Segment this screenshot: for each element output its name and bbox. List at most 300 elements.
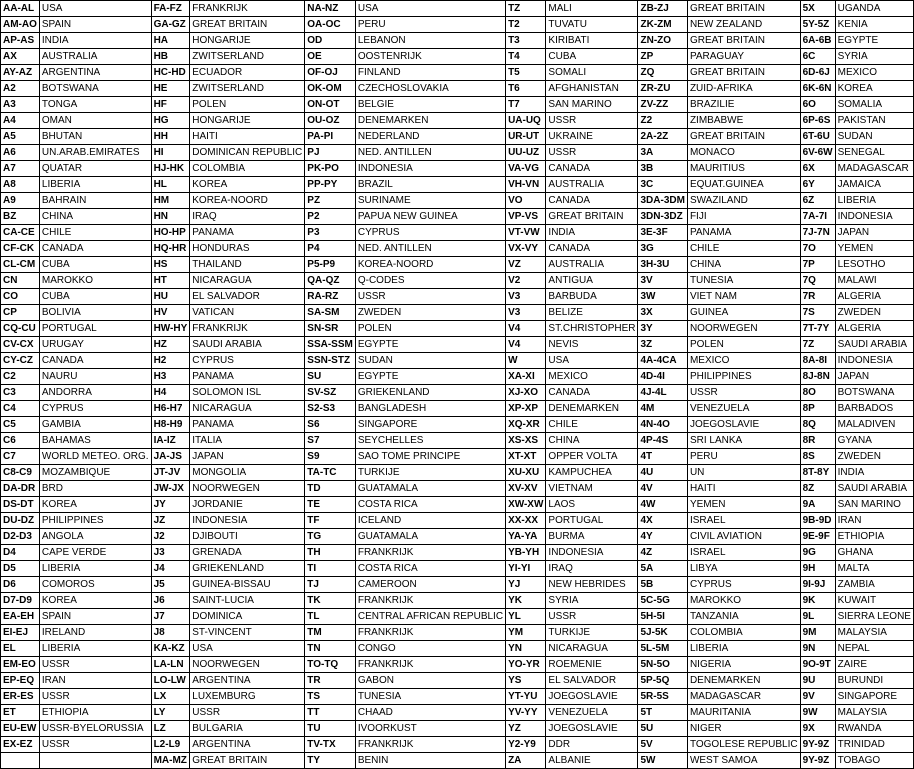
country-name-cell: ALGERIA	[835, 289, 913, 305]
country-name-cell: EL SALVADOR	[546, 673, 638, 689]
country-name-cell: RWANDA	[835, 721, 913, 737]
prefix-code-cell: Y2-Y9	[506, 737, 546, 753]
prefix-code-cell: XP-XP	[506, 401, 546, 417]
prefix-code-cell: HO-HP	[151, 225, 190, 241]
prefix-code-cell: EL	[1, 641, 40, 657]
country-name-cell: AUSTRALIA	[546, 177, 638, 193]
country-name-cell: MALAYSIA	[835, 705, 913, 721]
country-name-cell: FINLAND	[355, 65, 505, 81]
prefix-code-cell: UA-UQ	[506, 113, 546, 129]
country-name-cell: NEW HEBRIDES	[546, 577, 638, 593]
prefix-code-cell: SU	[305, 369, 356, 385]
country-name-cell: SUDAN	[835, 129, 913, 145]
table-row	[1, 673, 914, 689]
country-name-cell: GRIEKENLAND	[190, 561, 305, 577]
prefix-code-cell: HV	[151, 305, 190, 321]
country-name-cell: GUINEA	[687, 305, 800, 321]
table-row	[1, 625, 914, 641]
country-name-cell: USSR	[546, 113, 638, 129]
prefix-code-cell: 8R	[800, 433, 835, 449]
prefix-code-cell: 9G	[800, 545, 835, 561]
prefix-code-cell: YL	[506, 609, 546, 625]
prefix-code-cell: 8A-8I	[800, 353, 835, 369]
prefix-code-cell: HG	[151, 113, 190, 129]
country-name-cell: MALADIVEN	[835, 417, 913, 433]
country-name-cell: GRIEKENLAND	[355, 385, 505, 401]
country-name-cell: COSTA RICA	[355, 561, 505, 577]
table-row	[1, 705, 914, 721]
prefix-code-cell: 8O	[800, 385, 835, 401]
country-name-cell: TANZANIA	[687, 609, 800, 625]
country-name-cell: GUATAMALA	[355, 481, 505, 497]
country-name-cell: FRANKRIJK	[190, 321, 305, 337]
country-name-cell: POLEN	[355, 321, 505, 337]
prefix-code-cell: 6Y	[800, 177, 835, 193]
table-row	[1, 353, 914, 369]
prefix-code-cell: EP-EQ	[1, 673, 40, 689]
table-row	[1, 481, 914, 497]
country-name-cell: KOREA	[835, 81, 913, 97]
prefix-code-cell: XT-XT	[506, 449, 546, 465]
country-name-cell: JOEGOSLAVIE	[687, 417, 800, 433]
prefix-code-cell: VZ	[506, 257, 546, 273]
country-name-cell: DENEMARKEN	[546, 401, 638, 417]
prefix-code-cell: J8	[151, 625, 190, 641]
prefix-code-cell: 9O-9T	[800, 657, 835, 673]
country-name-cell: LIBYA	[687, 561, 800, 577]
country-name-cell: LIBERIA	[39, 561, 151, 577]
prefix-code-cell: 3E-3F	[638, 225, 687, 241]
country-name-cell: HAITI	[190, 129, 305, 145]
table-row	[1, 33, 914, 49]
prefix-code-cell: 9L	[800, 609, 835, 625]
prefix-code-cell: L2-L9	[151, 737, 190, 753]
country-name-cell: PERU	[687, 449, 800, 465]
prefix-code-cell: J6	[151, 593, 190, 609]
country-name-cell: ARGENTINA	[190, 673, 305, 689]
country-name-cell: POLEN	[190, 97, 305, 113]
country-name-cell: ALBANIE	[546, 753, 638, 769]
country-name-cell: BRAZIL	[355, 177, 505, 193]
prefix-code-cell: AP-AS	[1, 33, 40, 49]
prefix-code-cell: H3	[151, 369, 190, 385]
country-name-cell: GREAT BRITAIN	[190, 17, 305, 33]
prefix-code-cell: YN	[506, 641, 546, 657]
country-name-cell: GREAT BRITAIN	[687, 65, 800, 81]
prefix-code-cell: T6	[506, 81, 546, 97]
country-name-cell: EGYPTE	[355, 369, 505, 385]
prefix-code-cell: CP	[1, 305, 40, 321]
prefix-code-cell: HQ-HR	[151, 241, 190, 257]
country-name-cell: ZWITSERLAND	[190, 49, 305, 65]
country-name-cell: TURKIJE	[355, 465, 505, 481]
country-name-cell: CHINA	[687, 257, 800, 273]
country-name-cell: Q-CODES	[355, 273, 505, 289]
prefix-code-cell: 3A	[638, 145, 687, 161]
prefix-code-cell: 7Z	[800, 337, 835, 353]
prefix-code-cell: SSN-STZ	[305, 353, 356, 369]
prefix-code-cell: 3H-3U	[638, 257, 687, 273]
country-name-cell: CUBA	[39, 289, 151, 305]
table-row	[1, 321, 914, 337]
table-row	[1, 241, 914, 257]
country-name-cell: EGYPTE	[835, 33, 913, 49]
country-name-cell: SUDAN	[355, 353, 505, 369]
table-row	[1, 337, 914, 353]
prefix-code-cell: ZK-ZM	[638, 17, 687, 33]
country-name-cell: BOLIVIA	[39, 305, 151, 321]
prefix-code-cell: V4	[506, 337, 546, 353]
country-name-cell: CHAAD	[355, 705, 505, 721]
prefix-code-cell: 9E-9F	[800, 529, 835, 545]
country-name-cell: ST-VINCENT	[190, 625, 305, 641]
table-row	[1, 289, 914, 305]
prefix-code-cell: ER-ES	[1, 689, 40, 705]
country-name-cell: NAURU	[39, 369, 151, 385]
country-name-cell: SEYCHELLES	[355, 433, 505, 449]
country-name-cell: CYPRUS	[190, 353, 305, 369]
prefix-code-cell: FA-FZ	[151, 1, 190, 17]
country-name-cell: SAN MARINO	[546, 97, 638, 113]
prefix-code-cell: OF-OJ	[305, 65, 356, 81]
country-name-cell: NOORWEGEN	[190, 481, 305, 497]
country-name-cell: USA	[39, 1, 151, 17]
prefix-code-cell: YM	[506, 625, 546, 641]
country-name-cell	[39, 753, 151, 769]
prefix-code-cell: W	[506, 353, 546, 369]
prefix-code-cell: 4Z	[638, 545, 687, 561]
country-name-cell: KUWAIT	[835, 593, 913, 609]
prefix-code-cell: H6-H7	[151, 401, 190, 417]
country-name-cell: USA	[546, 353, 638, 369]
country-name-cell: GYANA	[835, 433, 913, 449]
prefix-code-cell: ET	[1, 705, 40, 721]
prefix-code-cell: T7	[506, 97, 546, 113]
prefix-code-cell: YJ	[506, 577, 546, 593]
country-name-cell: SPAIN	[39, 17, 151, 33]
prefix-code-cell: J7	[151, 609, 190, 625]
prefix-code-cell: 5X	[800, 1, 835, 17]
country-name-cell: ZUID-AFRIKA	[687, 81, 800, 97]
country-name-cell: OOSTENRIJK	[355, 49, 505, 65]
country-name-cell: BRD	[39, 481, 151, 497]
prefix-code-cell: C4	[1, 401, 40, 417]
prefix-code-cell: D2-D3	[1, 529, 40, 545]
country-name-cell: MAURITANIA	[687, 705, 800, 721]
country-name-cell: ANTIGUA	[546, 273, 638, 289]
country-name-cell: LUXEMBURG	[190, 689, 305, 705]
country-name-cell: ZWEDEN	[835, 305, 913, 321]
country-name-cell: SYRIA	[835, 49, 913, 65]
country-name-cell: TONGA	[39, 97, 151, 113]
prefix-code-cell	[1, 753, 40, 769]
country-name-cell: USSR	[39, 657, 151, 673]
prefix-code-cell: J2	[151, 529, 190, 545]
country-name-cell: CZECHOSLOVAKIA	[355, 81, 505, 97]
prefix-code-cell: 5A	[638, 561, 687, 577]
country-name-cell: AUSTRALIA	[39, 49, 151, 65]
table-row	[1, 465, 914, 481]
country-name-cell: VIETNAM	[546, 481, 638, 497]
country-name-cell: MEXICO	[835, 65, 913, 81]
country-name-cell: MAURITIUS	[687, 161, 800, 177]
prefix-code-cell: V2	[506, 273, 546, 289]
country-name-cell: NEVIS	[546, 337, 638, 353]
country-name-cell: BARBUDA	[546, 289, 638, 305]
prefix-code-cell: SV-SZ	[305, 385, 356, 401]
country-name-cell: JAPAN	[835, 225, 913, 241]
table-row	[1, 385, 914, 401]
prefix-code-cell: XJ-XO	[506, 385, 546, 401]
prefix-code-cell: XQ-XR	[506, 417, 546, 433]
prefix-code-cell: 7T-7Y	[800, 321, 835, 337]
country-name-cell: USSR	[355, 289, 505, 305]
prefix-code-cell: LO-LW	[151, 673, 190, 689]
prefix-code-cell: 5Y-5Z	[800, 17, 835, 33]
country-name-cell: DOMINICA	[190, 609, 305, 625]
country-name-cell: HONDURAS	[190, 241, 305, 257]
prefix-code-cell: HF	[151, 97, 190, 113]
prefix-code-cell: 6C	[800, 49, 835, 65]
table-row	[1, 129, 914, 145]
table-row	[1, 113, 914, 129]
prefix-code-cell: OD	[305, 33, 356, 49]
prefix-code-cell: QA-QZ	[305, 273, 356, 289]
prefix-code-cell: 3W	[638, 289, 687, 305]
prefix-code-cell: D6	[1, 577, 40, 593]
country-name-cell: BOTSWANA	[835, 385, 913, 401]
prefix-code-cell: 8Z	[800, 481, 835, 497]
prefix-code-cell: 3X	[638, 305, 687, 321]
country-name-cell: UGANDA	[835, 1, 913, 17]
country-name-cell: ARGENTINA	[39, 65, 151, 81]
country-name-cell: GREAT BRITAIN	[190, 753, 305, 769]
country-name-cell: PANAMA	[190, 225, 305, 241]
table-row	[1, 593, 914, 609]
country-name-cell: LIBERIA	[835, 193, 913, 209]
prefix-code-cell: HW-HY	[151, 321, 190, 337]
country-name-cell: IRAN	[835, 513, 913, 529]
prefix-code-cell: 5R-5S	[638, 689, 687, 705]
prefix-code-cell: 3B	[638, 161, 687, 177]
table-row	[1, 689, 914, 705]
prefix-code-cell: C5	[1, 417, 40, 433]
prefix-code-cell: YZ	[506, 721, 546, 737]
country-name-cell: BRAZILIE	[687, 97, 800, 113]
prefix-code-cell: S6	[305, 417, 356, 433]
prefix-code-cell: HI	[151, 145, 190, 161]
prefix-code-cell: 8S	[800, 449, 835, 465]
prefix-code-cell: 7Q	[800, 273, 835, 289]
prefix-code-cell: LZ	[151, 721, 190, 737]
country-name-cell: EQUAT.GUINEA	[687, 177, 800, 193]
prefix-code-cell: HA	[151, 33, 190, 49]
prefix-code-cell: TM	[305, 625, 356, 641]
prefix-code-cell: AX	[1, 49, 40, 65]
prefix-code-cell: 5L-5M	[638, 641, 687, 657]
prefix-code-cell: ZP	[638, 49, 687, 65]
prefix-code-cell: T3	[506, 33, 546, 49]
prefix-code-cell: D4	[1, 545, 40, 561]
prefix-code-cell: CA-CE	[1, 225, 40, 241]
country-name-cell: TUVATU	[546, 17, 638, 33]
country-name-cell: EGYPTE	[355, 337, 505, 353]
prefix-code-cell: T2	[506, 17, 546, 33]
country-name-cell: JOEGOSLAVIE	[546, 689, 638, 705]
table-row	[1, 449, 914, 465]
prefix-code-cell: S9	[305, 449, 356, 465]
country-name-cell: CYPRUS	[355, 225, 505, 241]
country-name-cell: CHINA	[546, 433, 638, 449]
prefix-code-cell: 9N	[800, 641, 835, 657]
table-row	[1, 433, 914, 449]
prefix-code-cell: ZV-ZZ	[638, 97, 687, 113]
prefix-code-cell: 5V	[638, 737, 687, 753]
prefix-code-cell: TU	[305, 721, 356, 737]
country-name-cell: TUNESIA	[687, 273, 800, 289]
prefix-code-cell: A8	[1, 177, 40, 193]
country-name-cell: CANADA	[546, 241, 638, 257]
country-name-cell: SAO TOME PRINCIPE	[355, 449, 505, 465]
country-name-cell: USSR	[39, 689, 151, 705]
prefix-code-cell: UR-UT	[506, 129, 546, 145]
country-name-cell: DENEMARKEN	[355, 113, 505, 129]
prefix-code-cell: S7	[305, 433, 356, 449]
country-name-cell: FRANKRIJK	[355, 657, 505, 673]
prefix-code-cell: BZ	[1, 209, 40, 225]
country-name-cell: GRENADA	[190, 545, 305, 561]
country-name-cell: PHILIPPINES	[687, 369, 800, 385]
table-row	[1, 609, 914, 625]
prefix-code-cell: YA-YA	[506, 529, 546, 545]
prefix-code-cell: JY	[151, 497, 190, 513]
country-name-cell: BELGIE	[355, 97, 505, 113]
table-row	[1, 161, 914, 177]
country-name-cell: PORTUGAL	[39, 321, 151, 337]
prefix-code-cell: A5	[1, 129, 40, 145]
country-name-cell: COSTA RICA	[355, 497, 505, 513]
country-name-cell: INDIA	[546, 225, 638, 241]
country-name-cell: ZWITSERLAND	[190, 81, 305, 97]
prefix-code-cell: T5	[506, 65, 546, 81]
country-name-cell: ETHIOPIA	[835, 529, 913, 545]
country-name-cell: NIGERIA	[687, 657, 800, 673]
prefix-code-cell: RA-RZ	[305, 289, 356, 305]
prefix-code-cell: HE	[151, 81, 190, 97]
country-name-cell: FRANKRIJK	[190, 1, 305, 17]
prefix-code-cell: HH	[151, 129, 190, 145]
country-name-cell: USSR	[190, 705, 305, 721]
prefix-code-cell: OA-OC	[305, 17, 356, 33]
prefix-code-cell: Z2	[638, 113, 687, 129]
table-row	[1, 753, 914, 769]
country-name-cell: IRAQ	[190, 209, 305, 225]
prefix-code-cell: T4	[506, 49, 546, 65]
prefix-code-cell: HM	[151, 193, 190, 209]
country-name-cell: FRANKRIJK	[355, 545, 505, 561]
country-name-cell: CUBA	[546, 49, 638, 65]
country-name-cell: COLOMBIA	[687, 625, 800, 641]
prefix-code-cell: EX-EZ	[1, 737, 40, 753]
prefix-code-cell: YS	[506, 673, 546, 689]
country-name-cell: BURUNDI	[835, 673, 913, 689]
country-name-cell: IRAQ	[546, 561, 638, 577]
prefix-code-cell: HL	[151, 177, 190, 193]
prefix-code-cell: 4W	[638, 497, 687, 513]
table-row	[1, 177, 914, 193]
country-name-cell: NED. ANTILLEN	[355, 145, 505, 161]
country-name-cell: ZAMBIA	[835, 577, 913, 593]
prefix-code-cell: YI-YI	[506, 561, 546, 577]
country-name-cell: SYRIA	[546, 593, 638, 609]
prefix-code-cell: 4U	[638, 465, 687, 481]
country-name-cell: THAILAND	[190, 257, 305, 273]
country-name-cell: ZWEDEN	[355, 305, 505, 321]
prefix-code-cell: EM-EO	[1, 657, 40, 673]
country-name-cell: MOZAMBIQUE	[39, 465, 151, 481]
prefix-code-cell: 8P	[800, 401, 835, 417]
prefix-code-cell: P3	[305, 225, 356, 241]
country-name-cell: NED. ANTILLEN	[355, 241, 505, 257]
country-name-cell: CYPRUS	[687, 577, 800, 593]
prefix-code-cell: HT	[151, 273, 190, 289]
country-name-cell: MALI	[546, 1, 638, 17]
country-name-cell: MADAGASCAR	[835, 161, 913, 177]
country-name-cell: QUATAR	[39, 161, 151, 177]
prefix-code-cell: PP-PY	[305, 177, 356, 193]
table-row	[1, 545, 914, 561]
country-name-cell: SAN MARINO	[835, 497, 913, 513]
prefix-code-cell: P5-P9	[305, 257, 356, 273]
prefix-code-cell: SA-SM	[305, 305, 356, 321]
country-name-cell: GREAT BRITAIN	[687, 33, 800, 49]
country-name-cell: EL SALVADOR	[190, 289, 305, 305]
table-row	[1, 737, 914, 753]
country-name-cell: KENIA	[835, 17, 913, 33]
prefix-code-cell: CF-CK	[1, 241, 40, 257]
table-row	[1, 193, 914, 209]
prefix-code-cell: 3DA-3DM	[638, 193, 687, 209]
country-name-cell: ARGENTINA	[190, 737, 305, 753]
country-name-cell: KOREA-NOORD	[190, 193, 305, 209]
country-name-cell: HAITI	[687, 481, 800, 497]
prefix-code-cell: C2	[1, 369, 40, 385]
country-name-cell: BENIN	[355, 753, 505, 769]
prefix-code-cell: 5B	[638, 577, 687, 593]
prefix-code-cell: S2-S3	[305, 401, 356, 417]
country-name-cell: BULGARIA	[190, 721, 305, 737]
table-row	[1, 369, 914, 385]
prefix-code-cell: 4A-4CA	[638, 353, 687, 369]
country-name-cell: NOORWEGEN	[687, 321, 800, 337]
country-name-cell: INDONESIA	[835, 353, 913, 369]
country-name-cell: ICELAND	[355, 513, 505, 529]
prefix-code-cell: XA-XI	[506, 369, 546, 385]
country-name-cell: JAPAN	[835, 369, 913, 385]
prefix-code-cell: 9U	[800, 673, 835, 689]
prefix-code-cell: CL-CM	[1, 257, 40, 273]
country-name-cell: CHINA	[39, 209, 151, 225]
prefix-code-cell: TO-TQ	[305, 657, 356, 673]
country-name-cell: MEXICO	[687, 353, 800, 369]
country-name-cell: TURKIJE	[546, 625, 638, 641]
prefix-code-cell: A2	[1, 81, 40, 97]
prefix-code-cell: TI	[305, 561, 356, 577]
prefix-code-cell: YK	[506, 593, 546, 609]
country-name-cell: CANADA	[546, 385, 638, 401]
prefix-code-cell: VP-VS	[506, 209, 546, 225]
prefix-code-cell: 6V-6W	[800, 145, 835, 161]
